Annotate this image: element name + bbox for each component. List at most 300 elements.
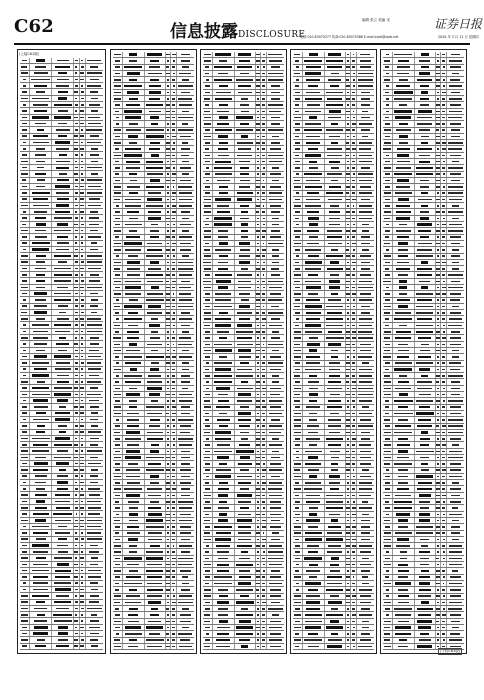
- illegible-text-mark: [81, 91, 84, 93]
- illegible-text-mark: [269, 111, 281, 113]
- illegible-text-mark: [172, 532, 175, 534]
- illegible-text-mark: [256, 627, 260, 629]
- illegible-text-mark: [205, 375, 210, 377]
- table-cell: [52, 423, 74, 428]
- illegible-text-mark: [216, 406, 230, 408]
- table-cell: [303, 644, 325, 649]
- illegible-text-mark: [237, 545, 252, 547]
- table-cell: [213, 222, 235, 227]
- table-cell: [30, 448, 52, 453]
- table-cell: [86, 486, 103, 491]
- illegible-text-mark: [115, 526, 120, 528]
- illegible-text-mark: [80, 463, 84, 465]
- table-cell: [213, 537, 235, 542]
- table-cell: [20, 631, 30, 636]
- illegible-text-mark: [309, 507, 318, 509]
- illegible-text-mark: [148, 463, 161, 465]
- illegible-text-mark: [114, 186, 122, 188]
- illegible-text-mark: [346, 589, 349, 591]
- illegible-text-mark: [326, 507, 343, 509]
- illegible-text-mark: [331, 557, 339, 559]
- illegible-text-mark: [127, 425, 139, 427]
- illegible-text-mark: [236, 331, 253, 333]
- illegible-text-mark: [88, 570, 101, 572]
- table-cell: [325, 455, 346, 460]
- illegible-text-mark: [241, 551, 248, 553]
- illegible-text-mark: [22, 217, 26, 219]
- illegible-text-mark: [116, 205, 120, 207]
- illegible-text-mark: [80, 110, 84, 112]
- table-cell: [145, 121, 166, 126]
- table-cell: [203, 228, 213, 233]
- illegible-text-mark: [179, 356, 191, 358]
- illegible-text-mark: [353, 306, 355, 308]
- illegible-text-mark: [237, 369, 251, 371]
- illegible-text-mark: [306, 180, 321, 182]
- table-cell: [177, 455, 194, 460]
- illegible-text-mark: [179, 646, 192, 648]
- illegible-text-mark: [214, 217, 232, 219]
- illegible-text-mark: [257, 520, 259, 522]
- table-cell: [177, 222, 194, 227]
- table-cell: [86, 171, 103, 176]
- illegible-text-mark: [205, 627, 210, 629]
- illegible-text-mark: [346, 350, 349, 352]
- illegible-text-mark: [239, 639, 249, 641]
- table-cell: [52, 335, 74, 340]
- illegible-text-mark: [22, 627, 27, 629]
- illegible-text-mark: [35, 457, 46, 459]
- illegible-text-mark: [22, 387, 27, 389]
- illegible-text-mark: [295, 287, 300, 289]
- table-cell: [203, 405, 213, 410]
- table-cell: [325, 644, 346, 649]
- illegible-text-mark: [362, 111, 368, 113]
- table-cell: [113, 379, 123, 384]
- table-cell: [123, 512, 145, 517]
- illegible-text-mark: [295, 570, 299, 572]
- table-cell: [145, 518, 166, 523]
- illegible-text-mark: [326, 60, 343, 62]
- table-cell: [30, 64, 52, 69]
- table-cell: [213, 549, 235, 554]
- table-cell: [293, 329, 303, 334]
- illegible-text-mark: [87, 501, 101, 503]
- illegible-text-mark: [81, 419, 83, 421]
- illegible-text-mark: [326, 192, 343, 194]
- illegible-text-mark: [58, 425, 68, 427]
- illegible-text-mark: [35, 519, 46, 521]
- table-cell: [52, 385, 74, 390]
- illegible-text-mark: [114, 306, 120, 308]
- table-cell: [213, 58, 235, 63]
- illegible-text-mark: [256, 312, 259, 314]
- table-cell: [123, 121, 145, 126]
- illegible-text-mark: [81, 280, 84, 282]
- table-cell: [235, 172, 256, 177]
- illegible-text-mark: [54, 582, 71, 584]
- illegible-text-mark: [115, 104, 120, 106]
- illegible-text-mark: [346, 274, 350, 276]
- table-cell: [52, 392, 74, 397]
- illegible-text-mark: [75, 381, 78, 383]
- illegible-text-mark: [150, 450, 159, 452]
- table-cell: [145, 285, 166, 290]
- table-cell: [30, 190, 52, 195]
- illegible-text-mark: [114, 394, 121, 396]
- illegible-text-mark: [179, 73, 191, 75]
- table-cell: [267, 594, 284, 599]
- illegible-text-mark: [36, 223, 46, 225]
- illegible-text-mark: [90, 406, 99, 408]
- illegible-text-mark: [271, 85, 280, 87]
- table-cell: [86, 272, 103, 277]
- illegible-text-mark: [81, 356, 84, 358]
- illegible-text-mark: [173, 325, 175, 327]
- illegible-text-mark: [272, 136, 278, 138]
- table-cell: [203, 638, 213, 643]
- illegible-text-mark: [360, 350, 371, 352]
- illegible-text-mark: [262, 438, 265, 440]
- table-cell: [30, 511, 52, 516]
- illegible-text-mark: [346, 111, 350, 113]
- illegible-text-mark: [295, 406, 301, 408]
- table-cell: [303, 354, 325, 359]
- illegible-text-mark: [347, 306, 349, 308]
- illegible-text-mark: [262, 608, 265, 610]
- table-cell: [145, 449, 166, 454]
- illegible-text-mark: [296, 564, 299, 566]
- illegible-text-mark: [262, 85, 264, 87]
- illegible-text-mark: [346, 413, 350, 415]
- table-cell: [213, 228, 235, 233]
- illegible-text-mark: [149, 393, 160, 395]
- illegible-text-mark: [166, 54, 169, 56]
- illegible-text-mark: [262, 236, 265, 238]
- illegible-text-mark: [56, 161, 70, 163]
- table-cell: [52, 637, 74, 642]
- table-cell: [293, 335, 303, 340]
- illegible-text-mark: [307, 230, 320, 232]
- illegible-text-mark: [114, 350, 122, 352]
- illegible-text-mark: [89, 350, 99, 352]
- illegible-text-mark: [295, 551, 301, 553]
- table-cell: [86, 537, 103, 542]
- illegible-text-mark: [331, 469, 339, 471]
- illegible-text-mark: [23, 324, 27, 326]
- table-cell: [52, 600, 74, 605]
- illegible-text-mark: [216, 280, 231, 282]
- illegible-text-mark: [126, 431, 140, 433]
- illegible-text-mark: [124, 66, 142, 68]
- table-cell: [113, 398, 123, 403]
- table-cell: [235, 58, 256, 63]
- table-cell: [293, 379, 303, 384]
- illegible-text-mark: [80, 148, 84, 150]
- table-cell: [113, 172, 123, 177]
- illegible-text-mark: [360, 419, 370, 421]
- illegible-text-mark: [21, 507, 28, 509]
- illegible-text-mark: [116, 633, 119, 635]
- illegible-text-mark: [256, 388, 260, 390]
- illegible-text-mark: [204, 249, 210, 251]
- table-cell: [203, 335, 213, 340]
- illegible-text-mark: [114, 92, 121, 94]
- illegible-text-mark: [56, 192, 69, 194]
- illegible-text-mark: [295, 98, 301, 100]
- table-cell: [113, 247, 123, 252]
- illegible-text-mark: [240, 180, 250, 182]
- table-cell: [145, 134, 166, 139]
- illegible-text-mark: [54, 557, 72, 559]
- illegible-text-mark: [81, 488, 83, 490]
- table-cell: [203, 209, 213, 214]
- illegible-text-mark: [386, 54, 390, 56]
- table-cell: [267, 562, 284, 567]
- illegible-text-mark: [295, 495, 299, 497]
- illegible-text-mark: [205, 451, 210, 453]
- table-cell: [415, 65, 436, 70]
- table-cell: [213, 134, 235, 139]
- table-cell: [86, 348, 103, 353]
- table-cell: [30, 335, 52, 340]
- illegible-text-mark: [115, 576, 121, 578]
- table-cell: [203, 65, 213, 70]
- table-cell: [325, 115, 346, 120]
- table-cell: [213, 644, 235, 649]
- illegible-text-mark: [398, 60, 409, 62]
- illegible-text-mark: [146, 406, 164, 408]
- illegible-text-mark: [238, 532, 250, 534]
- illegible-text-mark: [239, 558, 250, 560]
- illegible-text-mark: [173, 92, 175, 94]
- table-cell: [123, 556, 145, 561]
- illegible-text-mark: [33, 564, 47, 566]
- illegible-text-mark: [451, 54, 460, 56]
- table-cell: [293, 537, 303, 542]
- illegible-text-mark: [270, 388, 281, 390]
- illegible-text-mark: [263, 419, 265, 421]
- table-cell: [30, 587, 52, 592]
- illegible-text-mark: [360, 476, 371, 478]
- illegible-text-mark: [352, 545, 356, 547]
- illegible-text-mark: [204, 621, 210, 623]
- table-cell: [20, 260, 30, 265]
- illegible-text-mark: [114, 432, 120, 434]
- illegible-text-mark: [352, 236, 354, 238]
- illegible-text-mark: [295, 312, 300, 314]
- table-cell: [86, 159, 103, 164]
- illegible-text-mark: [75, 614, 77, 616]
- table-cell: [267, 121, 284, 126]
- illegible-text-mark: [147, 53, 161, 55]
- table-cell: [235, 373, 256, 378]
- illegible-text-mark: [166, 281, 169, 283]
- table-cell: [177, 109, 194, 114]
- table-cell: [113, 216, 123, 221]
- table-cell: [30, 272, 52, 277]
- illegible-text-mark: [272, 438, 278, 440]
- illegible-text-mark: [205, 444, 210, 446]
- illegible-text-mark: [295, 148, 299, 150]
- illegible-text-mark: [166, 180, 170, 182]
- table-cell: [203, 398, 213, 403]
- illegible-text-mark: [362, 583, 369, 585]
- table-cell: [20, 234, 30, 239]
- illegible-text-mark: [115, 558, 120, 560]
- table-cell: [267, 486, 284, 491]
- table-cell: [357, 247, 374, 252]
- table-cell: [293, 424, 303, 429]
- illegible-text-mark: [347, 400, 349, 402]
- illegible-text-mark: [80, 268, 84, 270]
- illegible-text-mark: [352, 482, 356, 484]
- table-cell: [325, 304, 346, 309]
- illegible-text-mark: [128, 646, 138, 648]
- table-cell: [52, 310, 74, 315]
- illegible-text-mark: [182, 331, 188, 333]
- illegible-text-mark: [90, 274, 99, 276]
- illegible-text-mark: [204, 205, 211, 207]
- illegible-text-mark: [240, 167, 250, 169]
- illegible-text-mark: [23, 368, 27, 370]
- table-cell: [235, 638, 256, 643]
- illegible-text-mark: [173, 224, 175, 226]
- illegible-text-mark: [294, 205, 301, 207]
- illegible-text-mark: [256, 293, 260, 295]
- illegible-text-mark: [295, 514, 300, 516]
- table-cell: [267, 461, 284, 466]
- table-cell: [123, 96, 145, 101]
- table-cell: [20, 530, 30, 535]
- illegible-text-mark: [294, 526, 302, 528]
- illegible-text-mark: [181, 457, 190, 459]
- table-cell: [293, 386, 303, 391]
- table-cell: [177, 436, 194, 441]
- illegible-text-mark: [360, 457, 371, 459]
- table-cell: [113, 411, 123, 416]
- illegible-text-mark: [296, 318, 299, 320]
- illegible-text-mark: [269, 400, 282, 402]
- table-cell: [213, 316, 235, 321]
- illegible-text-mark: [205, 142, 210, 144]
- table-cell: [177, 348, 194, 353]
- illegible-text-mark: [268, 104, 282, 106]
- illegible-text-mark: [167, 192, 169, 194]
- table-cell: [325, 266, 346, 271]
- table-cell: [203, 310, 213, 315]
- illegible-text-mark: [215, 538, 231, 540]
- table-cell: [20, 417, 30, 422]
- illegible-text-mark: [75, 261, 79, 263]
- illegible-text-mark: [166, 633, 169, 635]
- illegible-text-mark: [359, 211, 372, 213]
- illegible-text-mark: [331, 633, 338, 635]
- table-cell: [123, 235, 145, 240]
- table-cell: [203, 556, 213, 561]
- table-cell: [86, 555, 103, 560]
- illegible-text-mark: [263, 262, 265, 264]
- table-cell: [52, 568, 74, 573]
- illegible-text-mark: [353, 249, 355, 251]
- illegible-text-mark: [80, 526, 84, 528]
- illegible-text-mark: [90, 564, 98, 566]
- illegible-text-mark: [352, 526, 356, 528]
- illegible-text-mark: [21, 318, 27, 320]
- illegible-text-mark: [204, 136, 212, 138]
- illegible-text-mark: [352, 551, 355, 553]
- illegible-text-mark: [239, 576, 251, 578]
- illegible-text-mark: [88, 186, 101, 188]
- table-cell: [293, 619, 303, 624]
- illegible-text-mark: [166, 469, 170, 471]
- illegible-text-mark: [81, 639, 84, 641]
- table-cell: [86, 492, 103, 497]
- illegible-text-mark: [328, 526, 341, 528]
- illegible-text-mark: [309, 576, 317, 578]
- table-cell: [30, 203, 52, 208]
- table-cell: [177, 405, 194, 410]
- illegible-text-mark: [352, 337, 356, 339]
- illegible-text-mark: [129, 570, 138, 572]
- illegible-text-mark: [294, 356, 301, 358]
- illegible-text-mark: [215, 53, 230, 55]
- illegible-text-mark: [181, 60, 190, 62]
- table-cell: [293, 512, 303, 517]
- table-cell: [86, 304, 103, 309]
- table-cell: [20, 354, 30, 359]
- table-cell: [213, 140, 235, 145]
- table-cell: [213, 505, 235, 510]
- illegible-text-mark: [172, 299, 175, 301]
- table-cell: [123, 291, 145, 296]
- illegible-text-mark: [81, 337, 83, 339]
- illegible-text-mark: [330, 205, 338, 207]
- table-cell: [177, 316, 194, 321]
- illegible-text-mark: [271, 66, 281, 68]
- table-cell: [20, 430, 30, 435]
- illegible-text-mark: [80, 645, 84, 647]
- illegible-text-mark: [81, 66, 84, 68]
- table-cell: [357, 184, 374, 189]
- table-cell: [86, 266, 103, 271]
- illegible-text-mark: [55, 368, 71, 370]
- table-cell: [357, 115, 374, 120]
- illegible-text-mark: [181, 551, 190, 553]
- illegible-text-mark: [360, 344, 371, 346]
- table-cell: [52, 209, 74, 214]
- table-cell: [293, 109, 303, 114]
- illegible-text-mark: [219, 413, 227, 415]
- table-cell: [52, 499, 74, 504]
- illegible-text-mark: [88, 268, 101, 270]
- illegible-text-mark: [216, 639, 230, 641]
- table-cell: [235, 298, 256, 303]
- table-cell: [357, 361, 374, 366]
- table-cell: [235, 411, 256, 416]
- table-cell: [325, 549, 346, 554]
- illegible-text-mark: [75, 545, 77, 547]
- illegible-text-mark: [151, 318, 158, 320]
- illegible-text-mark: [239, 305, 250, 307]
- illegible-text-mark: [22, 123, 28, 125]
- table-cell: [357, 619, 374, 624]
- illegible-text-mark: [239, 255, 250, 257]
- table-cell: [213, 83, 235, 88]
- illegible-text-mark: [295, 268, 301, 270]
- table-cell: [52, 593, 74, 598]
- table-cell: [325, 417, 346, 422]
